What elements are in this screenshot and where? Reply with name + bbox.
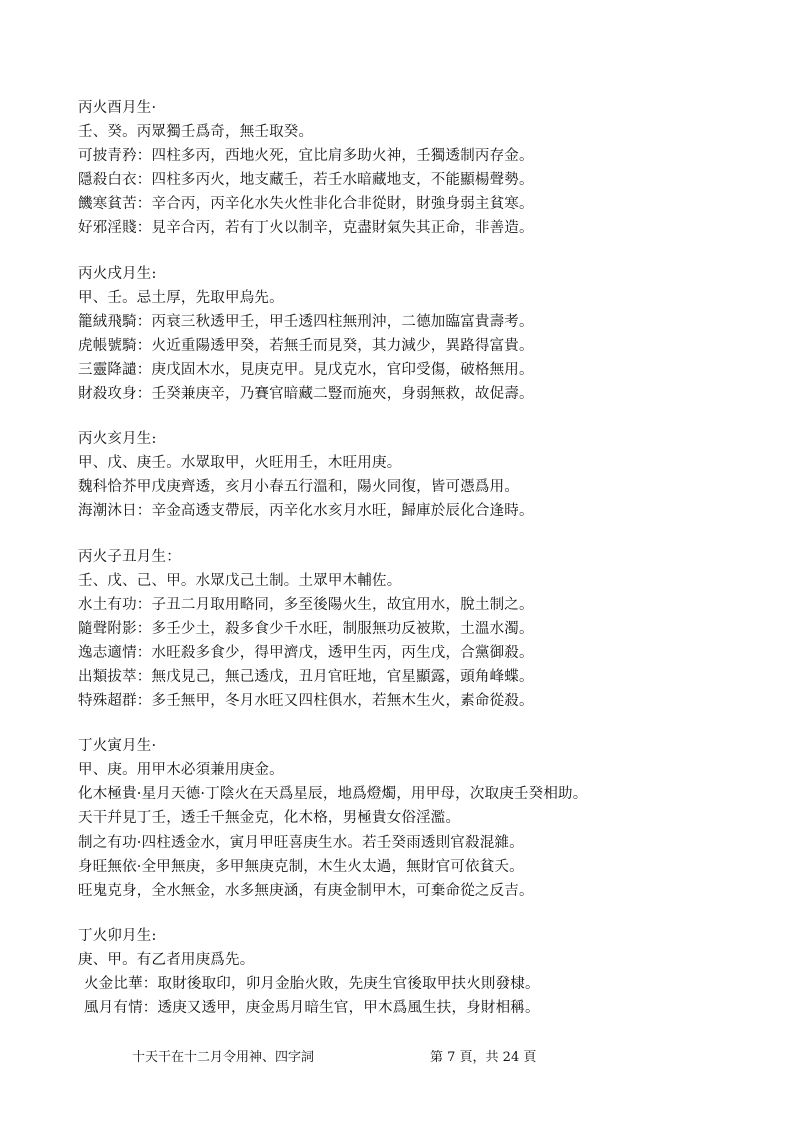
text-line: 財殺攻身：壬癸兼庚辛，乃賽官暗藏二豎而施夾，身弱無救，故促壽。: [78, 386, 534, 403]
section-heading: 丁火寅月生·: [78, 738, 157, 755]
section-heading: 丙火戌月生:: [78, 265, 157, 282]
text-line: 籠絨飛騎：丙衰三秋透甲壬，甲壬透四柱無刑沖，二德加臨富貴壽考。: [78, 313, 534, 330]
text-line: 身旺無依·全甲無庚，多甲無庚克制，木生火太過，無財官可依貧夭。: [78, 858, 524, 875]
section-heading: 丙火酉月生·: [78, 100, 157, 116]
text-line: 壬、癸。丙眾獨壬爲奇，無壬取癸。: [78, 124, 314, 141]
text-line: 特殊超群：多壬無甲，冬月水旺又四柱俱水，若無木生火，素命從殺。: [78, 693, 534, 710]
section-bing-hai: [78, 427, 768, 523]
section-heading: 丙火亥月生:: [78, 431, 157, 448]
text-line: 隱殺白衣：四柱多丙火，地支藏壬，若壬水暗藏地支，不能顯楊聲勢。: [78, 172, 534, 189]
footer-page-number: 第 7 頁，共 24 頁: [430, 1050, 537, 1065]
text-line: 甲、戊、庚壬。水眾取甲，火旺用壬，木旺用庚。: [78, 455, 402, 472]
text-line: 天干幷見丁壬，透壬千無金克，化木格，男極貴女俗淫濫。: [78, 810, 461, 827]
text-line: 魏科恰芥甲戊庚齊透，亥月小春五行溫和，陽火同復，皆可憑爲用。: [78, 479, 519, 496]
text-line: 逸志適情：水旺殺多食少，得甲濟戊，透甲生丙，丙生戊，合黨御殺。: [78, 644, 534, 661]
text-line: 制之有功·四柱透金水，寅月甲旺喜庚生水。若壬癸雨透則官殺混雜。: [78, 834, 524, 851]
text-line: 壬、戊、己、甲。水眾戊己土制。土眾甲木輔佐。: [78, 572, 402, 589]
text-line: 海潮沐日：辛金高透支帶辰，丙辛化水亥月水旺，歸庫於辰化合逢時。: [78, 503, 534, 520]
section-bing-xu: [78, 262, 768, 407]
text-line: 可披青矜：四柱多丙，西地火死，宜比肩多助火神，壬獨透制丙存金。: [78, 148, 534, 165]
text-line: 隨聲附影：多壬少土，殺多食少千水旺，制服無功反被欺，土溫水濁。: [78, 620, 534, 637]
section-heading: 丙火子丑月生：: [78, 548, 181, 565]
text-line: 三靈降譴：庚戊固木水，見庚克甲。見戊克水，官印受傷，破格無用。: [78, 361, 534, 378]
text-line: 旺鬼克身，全水無金，水多無庚涵，有庚金制甲木，可棄命從之反吉。: [78, 882, 534, 899]
text-line: 出類拔萃：無戊見己，無己透戊，丑月官旺地，官星顯露，頭角峰蝶。: [78, 668, 534, 685]
text-line: 好邪淫賤：見辛合丙，若有丁火以制辛，克盡財氣失其正命，非善造。: [78, 220, 534, 237]
section-bing-you: [78, 96, 768, 241]
text-line: 甲、庚。用甲木必須兼用庚金。: [78, 762, 284, 779]
section-ding-yin: [78, 734, 768, 903]
footer-document-title: 十天干在十二月令用神、四字詞: [132, 1050, 315, 1065]
section-bing-zi-chou: [78, 545, 768, 714]
text-line: 化木極貴·星月天德·丁陰火在天爲星辰，地爲燈燭，用甲母，次取庚壬癸相助。: [78, 786, 588, 803]
text-line: 風月有情：透庚又透甲，庚金馬月暗生官，甲木爲風生扶，身財相稱。: [84, 1000, 540, 1017]
document-body: [78, 96, 768, 1041]
text-line: 虎帳號騎：火近重陽透甲癸，若無壬而見癸，其力減少，異路得富貴。: [78, 337, 534, 354]
section-heading: 丁火卯月生:: [78, 927, 157, 944]
text-line: 火金比華：取財後取印，卯月金胎火敗，先庚生官後取甲扶火則發棣。: [84, 976, 540, 992]
text-line: 水土有功：子丑二月取用略同，多至後陽火生，故宜用水，脫土制之。: [78, 596, 534, 613]
text-line: 饑寒貧苦：辛合丙，丙辛化水失火性非化合非從財，財強身弱主貧寒。: [78, 196, 534, 213]
text-line: 甲、壬。忌土厚，先取甲烏先。: [78, 289, 284, 306]
text-line: 庚、甲。有乙者用庚爲先。: [78, 951, 255, 968]
section-ding-mao: [78, 924, 768, 1020]
